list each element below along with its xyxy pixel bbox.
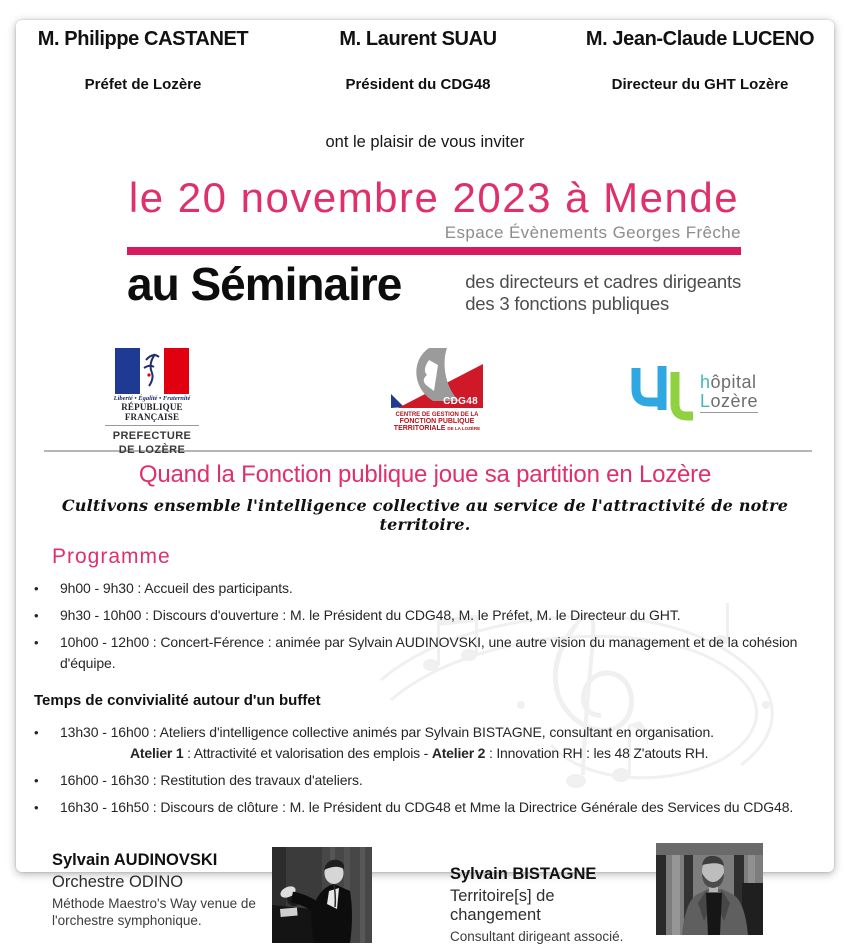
partner-logos	[16, 348, 834, 456]
speaker-organisation: Orchestre ODINO	[52, 872, 184, 891]
programme-item: • 9h00 - 9h30 : Accueil des participants.	[16, 578, 834, 599]
speakers-section	[16, 843, 834, 945]
speaker-organisation: Territoire[s] de changement	[450, 886, 555, 924]
speaker-name: Sylvain BISTAGNE	[450, 864, 597, 883]
speaker-photo-audinovski	[272, 847, 372, 943]
invitation-line: ont le plaisir de vous inviter	[325, 133, 525, 151]
workshops-intro: 13h30 - 16h00 : Ateliers d'intelligence collective animés par Sylvain BISTAGNE, consultant en organisation.	[60, 723, 714, 740]
prefecture-lozere-logo	[97, 348, 207, 458]
audience-line-1: des directeurs et cadres dirigeants	[465, 271, 741, 292]
cdg48-line-3	[391, 425, 483, 432]
invitation-page	[16, 20, 834, 944]
seminar-title-row	[127, 257, 741, 315]
event-venue: Espace Évènements Georges Frêche	[444, 223, 741, 242]
official-name: M. Jean-Claude LUCENO	[585, 28, 815, 50]
audience-line-2: des 3 fonctions publiques	[465, 292, 669, 314]
official-name: M. Philippe CASTANET	[37, 28, 249, 50]
programme-heading: Programme	[52, 544, 171, 568]
programme-item: • 9h30 - 10h00 : Discours d'ouverture : M. le Président du CDG48, M. le Préfet, M. le Directeur du GHT.	[16, 605, 834, 626]
lozere-rest: ozère	[710, 390, 759, 411]
event-block	[127, 174, 741, 315]
official-luceno	[566, 28, 834, 93]
hopital-initial: h	[700, 371, 711, 392]
speaker-card-bistagne	[450, 843, 763, 945]
speaker-card-audinovski	[52, 843, 372, 945]
buffet-line: Temps de convivialité autour d'un buffet	[34, 691, 321, 709]
speaker-name: Sylvain AUDINOVSKI	[52, 850, 218, 869]
pink-divider-bar	[127, 247, 741, 255]
speaker-description: Méthode Maestro's Way venue de l'orchestre symphonique.	[52, 895, 256, 929]
programme-item: • 10h00 - 12h00 : Concert-Férence : animée par Sylvain AUDINOVSKI, une autre vision du management et de la cohésion d'équipe.	[16, 632, 834, 674]
cdg48-territoriale: TERRITORIALE	[393, 424, 448, 432]
seminar-audience	[465, 271, 741, 315]
theme-tagline: Cultivons ensemble l'intelligence collective au service de l'attractivité de notre territoire.	[61, 495, 789, 534]
hopital-lozere-logo	[626, 362, 758, 424]
official-title: Préfet de Lozère	[84, 76, 202, 93]
cdg48-acronym: CDG48	[443, 395, 478, 407]
official-name: M. Laurent SUAU	[339, 28, 497, 50]
official-title: Directeur du GHT Lozère	[611, 76, 789, 93]
republic-motto: Liberté • Égalité • Fraternité	[113, 394, 191, 402]
cdg48-logo	[391, 348, 483, 432]
hopital-rest: ôpital	[710, 371, 757, 392]
atelier-2-label: Atelier 2	[431, 744, 486, 761]
programme-item	[16, 722, 834, 764]
official-title: Président du CDG48	[345, 76, 491, 93]
atelier-1-text: : Attractivité et valorisation des emplois -	[183, 744, 432, 761]
cdg48-line-2: FONCTION PUBLIQUE	[399, 417, 475, 425]
french-flag-marianne-icon	[115, 348, 189, 394]
atelier-1-label: Atelier 1	[130, 744, 184, 761]
programme-morning-list	[16, 578, 834, 674]
republic-name: RÉPUBLIQUE FRANÇAISE	[121, 401, 183, 422]
theme-title: Quand la Fonction publique joue sa partition en Lozère	[138, 460, 712, 488]
official-suau	[270, 28, 566, 93]
event-date-line: le 20 novembre 2023 à Mende	[128, 174, 740, 221]
cdg48-line-1: CENTRE DE GESTION DE LA	[395, 411, 479, 418]
cdg48-de-la-lozere: DE LA LOZÈRE	[447, 425, 481, 431]
atelier-2-text: : Innovation RH : les 48 Z'atouts RH.	[485, 744, 709, 761]
programme-item: • 16h30 - 16h50 : Discours de clôture : M. le Président du CDG48 et Mme la Directrice Générale des Services du CDG48.	[16, 797, 834, 818]
speaker-info	[52, 851, 262, 945]
hopital-lozere-wordmark	[700, 373, 758, 413]
speaker-description: Consultant dirigeant associé.	[450, 928, 624, 944]
logo-separator	[105, 425, 199, 426]
seminar-title: au Séminaire	[127, 258, 402, 310]
prefecture-line-1: PREFECTURE	[112, 429, 192, 442]
lozere-initial: L	[700, 390, 711, 411]
cdg48-mark-icon	[391, 348, 483, 410]
programme-afternoon-list	[16, 722, 834, 818]
official-castanet	[16, 28, 270, 93]
hopital-lozere-mark-icon	[626, 362, 696, 424]
programme-item: • 16h00 - 16h30 : Restitution des travaux d'ateliers.	[16, 770, 834, 791]
prefecture-line-2: DE LOZÈRE	[118, 443, 186, 456]
speaker-info	[450, 865, 648, 945]
ateliers-line	[60, 743, 820, 764]
officials-header	[16, 20, 834, 93]
speaker-photo-bistagne	[656, 843, 763, 935]
